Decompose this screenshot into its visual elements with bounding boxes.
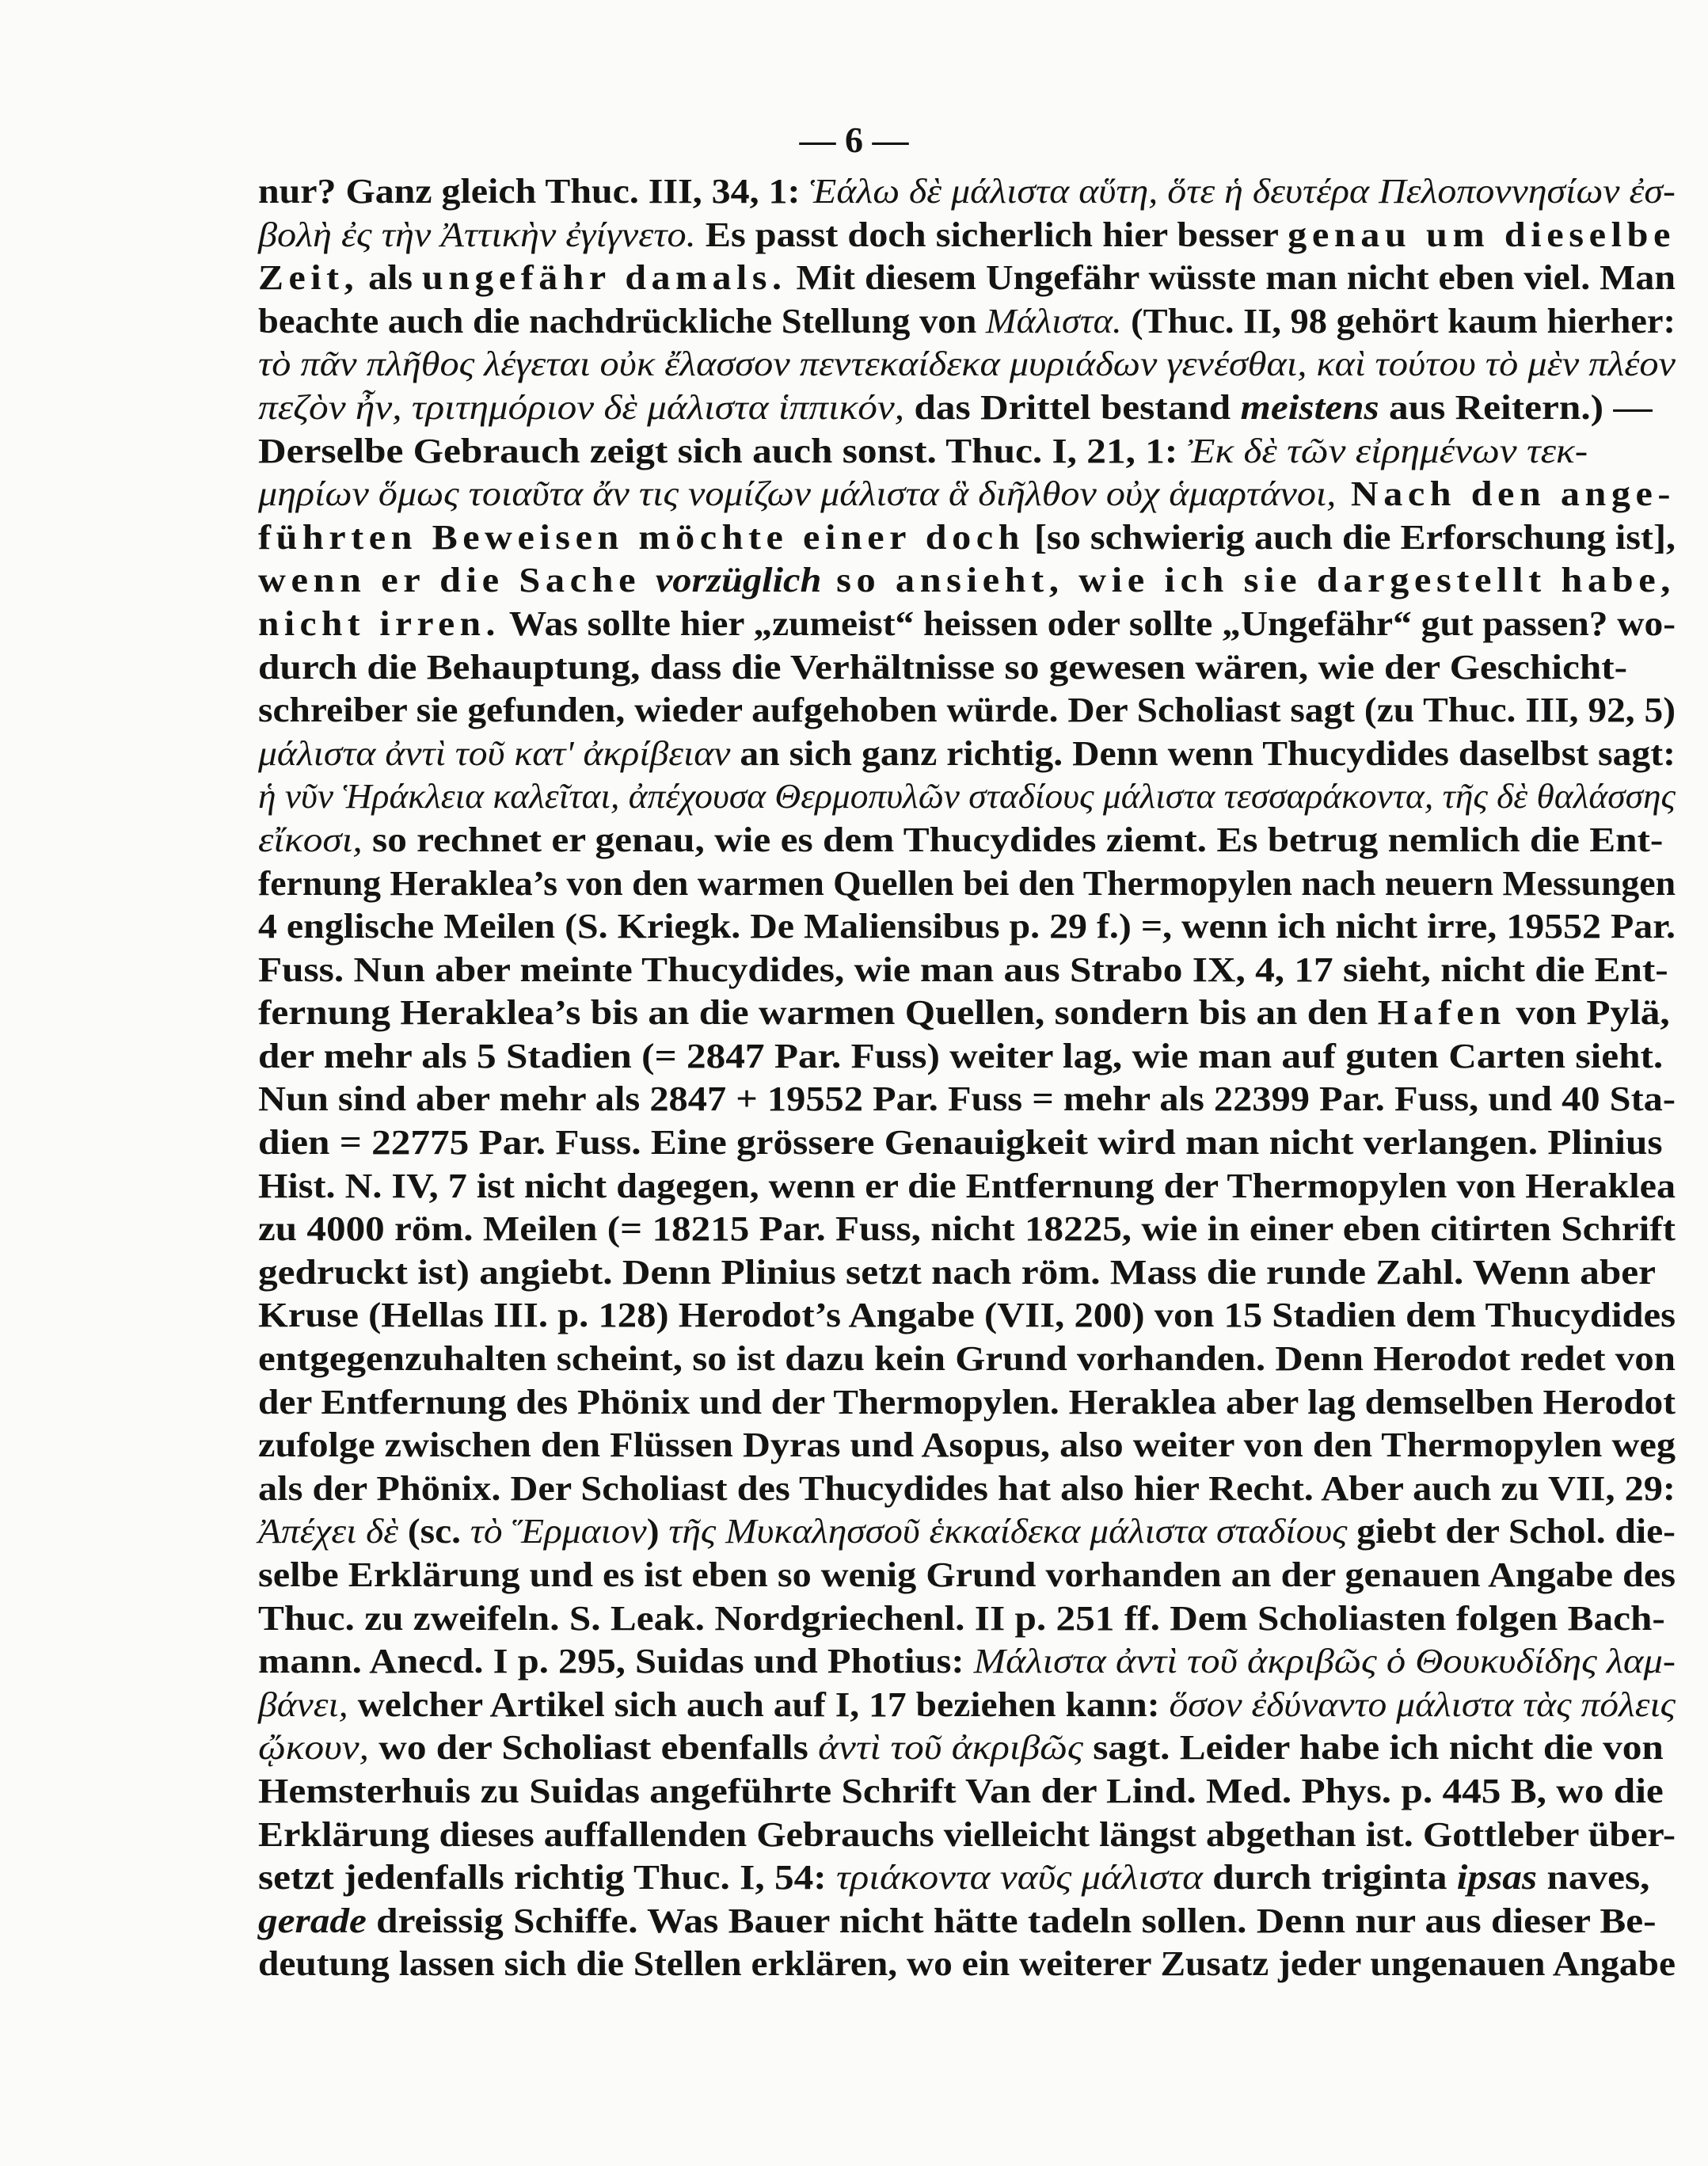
greek-quote: μηρίων ὅμως τοιαῦτα ἄν τις νομίζων μάλιστα ἃ διῆλθον οὐχ ἁμαρτάνοι,	[258, 474, 1337, 514]
text-line	[258, 1121, 1676, 1165]
text-line	[258, 343, 1676, 386]
greek-quote: τριάκοντα ναῦς μάλιστα	[836, 1858, 1203, 1898]
text-line	[258, 386, 1676, 430]
text-run: Thuc. zu zweifeln. S. Leak. Nordgriechenl. II p. 251 ff. Dem Scholiasten folgen Bach-	[258, 1598, 1665, 1638]
text-run: setzt jedenfalls richtig Thuc. I, 54:	[258, 1858, 837, 1898]
italic-emphasis: meistens	[1240, 387, 1379, 427]
text-run: entgegenzuhalten scheint, so ist dazu kein Grund vorhanden. Denn Herodot redet von	[258, 1339, 1676, 1379]
text-line	[258, 214, 1676, 257]
spaced-emphasis: Hafen	[1377, 993, 1507, 1033]
text-line	[258, 300, 1676, 344]
text-run: das Drittel bestand	[904, 387, 1241, 427]
greek-quote: πεζὸν ἦν, τριτημόριον δὲ μάλιστα ἱππικόν,	[258, 387, 905, 427]
text-run: der Entfernung des Phönix und der Thermopylen. Heraklea aber lag demselben Herodot	[258, 1382, 1676, 1422]
spaced-emphasis: ungefähr damals.	[422, 258, 787, 298]
text-line	[258, 1856, 1676, 1900]
spaced-emphasis: nicht irren.	[258, 603, 500, 643]
greek-quote: εἴκοσι,	[258, 820, 363, 859]
text-run: deutung lassen sich die Stellen erklären, wo ein weiterer Zusatz jeder ungenauen Angabe	[258, 1944, 1676, 1984]
text-line	[258, 1078, 1676, 1121]
greek-quote: ᾤκουν,	[258, 1728, 369, 1768]
text-line	[258, 1943, 1676, 1986]
text-line	[258, 1510, 1676, 1554]
text-line	[258, 1726, 1676, 1770]
text-run: Es passt doch sicherlich hier besser	[695, 215, 1288, 254]
text-line	[258, 1035, 1676, 1079]
text-line	[258, 1684, 1676, 1727]
text-line	[258, 1424, 1676, 1467]
text-run: zu 4000 röm. Meilen (= 18215 Par. Fuss, nicht 18225, wie in einer eben citirten Schrift	[258, 1209, 1676, 1249]
text-run: so rechnet er genau, wie es dem Thucydides ziemt. Es betrug nemlich die Ent-	[362, 820, 1664, 859]
text-run: Erklärung dieses auffallenden Gebrauchs vielleicht längst abgethan ist. Gottleber über-	[258, 1814, 1676, 1854]
text-run: )	[646, 1512, 669, 1551]
text-line	[258, 646, 1676, 690]
text-run: gedruckt ist) angiebt. Denn Plinius setzt nach röm. Mass die runde Zahl. Wenn aber	[258, 1252, 1657, 1292]
italic-emphasis: ipsas	[1456, 1858, 1538, 1898]
text-line	[258, 1597, 1676, 1641]
greek-quote: μάλιστα ἀντὶ τοῦ κατ' ἀκρίβειαν	[258, 733, 731, 773]
text-line	[258, 603, 1676, 646]
text-line	[258, 905, 1676, 949]
text-run: welcher Artikel sich auch auf I, 17 beziehen kann:	[348, 1684, 1170, 1724]
greek-quote: ἡ νῦν Ἡράκλεια καλεῖται, ἀπέχουσα Θερμοπυλῶν σταδίους μάλιστα τεσσαράκοντα, τῆς δὲ θαλάσσης	[258, 777, 1676, 817]
text-line	[258, 1900, 1676, 1943]
spaced-emphasis: führten Beweisen möchte einer doch	[258, 517, 1025, 557]
italic-emphasis: vorzüglich	[655, 561, 822, 600]
text-run: (sc.	[398, 1512, 470, 1551]
text-run: mann. Anecd. I p. 295, Suidas und Photius:	[258, 1642, 974, 1681]
text-run: Hemsterhuis zu Suidas angeführte Schrift Van der Lind. Med. Phys. p. 445 B, wo die	[258, 1771, 1664, 1810]
text-line	[258, 1338, 1676, 1381]
italic-emphasis: gerade	[258, 1901, 367, 1940]
text-run: 4 englische Meilen (S. Kriegk. De Maliensibus p. 29 f.) =, wenn ich nicht irre, 19552 Par.	[258, 907, 1676, 946]
text-run: nur? Ganz gleich Thuc. III, 34, 1:	[258, 172, 810, 211]
text-line	[258, 1294, 1676, 1338]
text-run: Derselbe Gebrauch zeigt sich auch sonst. Thuc. I, 21, 1:	[258, 431, 1188, 470]
text-run: wo der Scholiast ebenfalls	[368, 1728, 819, 1768]
text-line	[258, 733, 1676, 776]
text-line	[258, 559, 1676, 603]
text-line	[258, 473, 1676, 516]
spaced-emphasis: Zeit,	[258, 258, 359, 298]
text-run: von Pylä,	[1506, 993, 1670, 1033]
greek-quote: Ἀπέχει δὲ	[258, 1512, 398, 1551]
text-run: Kruse (Hellas III. p. 128) Herodot’s Angabe (VII, 200) von 15 Stadien dem Thucydides	[258, 1296, 1676, 1335]
text-run: dien = 22775 Par. Fuss. Eine grössere Genauigkeit wird man nicht verlangen. Plinius	[258, 1123, 1663, 1163]
greek-quote: Μάλιστα ἀντὶ τοῦ ἀκριβῶς ὁ Θουκυδίδης λαμ-	[973, 1642, 1676, 1681]
spaced-emphasis: Nach den ange-	[1336, 474, 1676, 514]
text-line	[258, 689, 1676, 733]
text-run: Hist. N. IV, 7 ist nicht dagegen, wenn er die Entfernung der Thermopylen von Heraklea	[258, 1166, 1676, 1205]
text-line	[258, 1251, 1676, 1295]
text-line	[258, 1208, 1676, 1251]
spaced-emphasis: so ansieht, wie ich sie dargestellt habe,	[821, 561, 1676, 600]
text-run: fernung Heraklea’s bis an die warmen Quellen, sondern bis an den	[258, 993, 1378, 1033]
text-line	[258, 1467, 1676, 1511]
text-run: schreiber sie gefunden, wieder aufgehoben würde. Der Scholiast sagt (zu Thuc. III, 92, 5)	[258, 691, 1676, 730]
greek-quote: βάνει,	[258, 1684, 348, 1724]
spaced-emphasis: wenn er die Sache	[258, 561, 656, 600]
greek-quote: ἀντὶ τοῦ ἀκριβῶς	[818, 1728, 1083, 1768]
text-line	[258, 430, 1676, 474]
text-run: dreissig Schiffe. Was Bauer nicht hätte tadeln sollen. Denn nur aus dieser Be-	[366, 1901, 1657, 1940]
text-line	[258, 992, 1676, 1035]
text-line	[258, 1165, 1676, 1209]
text-run: naves,	[1537, 1858, 1650, 1898]
text-run: durch triginta	[1202, 1858, 1457, 1898]
greek-quote: Μάλιστα.	[985, 301, 1122, 341]
greek-quote: ὅσον ἐδύναντο μάλιστα τὰς πόλεις	[1169, 1684, 1676, 1724]
text-run: durch die Behauptung, dass die Verhältnisse so gewesen wären, wie der Geschicht-	[258, 647, 1628, 687]
greek-quote: Ἑάλω δὲ μάλιστα αὕτη, ὅτε ἡ δευτέρα Πελοποννησίων ἐσ-	[809, 172, 1676, 211]
text-run: Mit diesem Ungefähr wüsste man nicht eben viel. Man	[786, 258, 1676, 298]
text-run: zufolge zwischen den Flüssen Dyras und Asopus, also weiter von den Thermopylen weg	[258, 1426, 1676, 1465]
text-line	[258, 170, 1676, 214]
spaced-emphasis: genau um dieselbe	[1288, 215, 1676, 254]
text-run: [so schwierig auch die Erforschung ist],	[1024, 517, 1676, 557]
text-run: an sich ganz richtig. Denn wenn Thucydides daselbst sagt:	[730, 733, 1676, 773]
greek-quote: Ἐκ δὲ τῶν εἰρημένων τεκ-	[1187, 431, 1588, 470]
text-line	[258, 1814, 1676, 1857]
text-line	[258, 819, 1676, 862]
greek-quote: τῆς Μυκαλησσοῦ ἑκκαίδεκα μάλιστα σταδίους	[668, 1512, 1348, 1551]
greek-quote: τὸ πᾶν πλῆθος λέγεται οὐκ ἔλασσον πεντεκαίδεκα μυριάδων γενέσθαι, καὶ τούτου τὸ μὲν πλέον	[258, 345, 1676, 384]
text-run: der mehr als 5 Stadien (= 2847 Par. Fuss) weiter lag, wie man auf guten Carten sieht.	[258, 1036, 1664, 1075]
page-number: — 6 —	[799, 120, 909, 160]
text-line	[258, 257, 1676, 300]
text-run: beachte auch die nachdrückliche Stellung von	[258, 301, 986, 341]
text-line	[258, 1554, 1676, 1597]
body-text	[258, 170, 1676, 1986]
text-run: selbe Erklärung und es ist eben so wenig Grund vorhanden an der genauen Angabe des	[258, 1555, 1676, 1594]
text-run: als	[359, 258, 423, 298]
greek-quote: τὸ Ἕρμαιον	[470, 1512, 647, 1551]
text-line	[258, 1640, 1676, 1684]
text-run: giebt der Schol. die-	[1347, 1512, 1676, 1551]
text-line	[258, 949, 1676, 992]
text-run: als der Phönix. Der Scholiast des Thucydides hat also hier Recht. Aber auch zu VII, 29:	[258, 1468, 1676, 1508]
text-line	[258, 862, 1676, 906]
text-line	[258, 775, 1676, 819]
text-run: (Thuc. II, 98 gehört kaum hierher:	[1121, 301, 1676, 341]
text-run: Was sollte hier „zumeist“ heissen oder sollte „Ungefähr“ gut passen? wo-	[500, 603, 1676, 643]
text-line	[258, 1770, 1676, 1814]
text-run: sagt. Leider habe ich nicht die von	[1082, 1728, 1664, 1768]
text-run: Nun sind aber mehr als 2847 + 19552 Par. Fuss = mehr als 22399 Par. Fuss, und 40 Sta-	[258, 1079, 1676, 1119]
text-line	[258, 516, 1676, 560]
text-run: Fuss. Nun aber meinte Thucydides, wie man aus Strabo IX, 4, 17 sieht, nicht die Ent-	[258, 950, 1668, 989]
greek-quote: βολὴ ἐς τὴν Ἀττικὴν ἐγίγνετο.	[258, 215, 696, 254]
text-run: aus Reitern.) —	[1379, 387, 1653, 427]
text-run: fernung Heraklea’s von den warmen Quellen bei den Thermopylen nach neuern Messungen	[258, 863, 1676, 903]
text-line	[258, 1381, 1676, 1425]
